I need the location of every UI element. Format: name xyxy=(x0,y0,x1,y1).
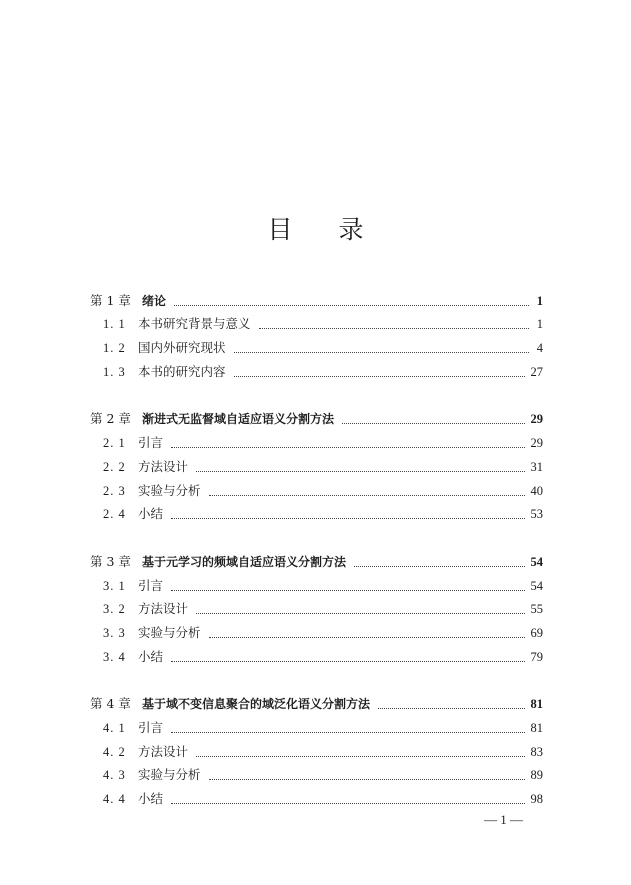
section-label: 本书研究背景与意义 xyxy=(138,316,251,332)
toc-chapter-3[interactable] xyxy=(90,547,543,571)
dot-leader xyxy=(171,661,524,662)
page-number: 54 xyxy=(530,554,543,569)
dot-leader xyxy=(171,518,524,519)
dot-leader xyxy=(234,376,525,377)
title-char-1: 目 xyxy=(267,215,293,244)
toc-section-1-3[interactable] xyxy=(90,357,543,381)
section-number: 1. 3 xyxy=(103,364,126,379)
toc-section-4-3[interactable] xyxy=(90,761,543,785)
table-of-contents xyxy=(90,286,543,808)
page-title xyxy=(0,214,631,246)
toc-section-3-4[interactable] xyxy=(90,642,543,666)
section-number: 2. 3 xyxy=(103,483,126,498)
chapter-number: 第 1 章 xyxy=(90,292,131,308)
section-number: 2. 2 xyxy=(103,459,126,474)
toc-section-2-1[interactable] xyxy=(90,428,543,452)
section-number: 3. 1 xyxy=(103,578,126,593)
toc-section-2-2[interactable] xyxy=(90,452,543,476)
dot-leader xyxy=(196,471,524,472)
section-label: 小结 xyxy=(138,648,164,664)
dot-leader xyxy=(171,732,524,733)
title-char-2: 录 xyxy=(338,215,364,244)
section-label: 引言 xyxy=(138,577,164,593)
dot-leader xyxy=(259,328,529,329)
page-number: 29 xyxy=(530,436,543,451)
section-label: 小结 xyxy=(138,506,164,522)
section-number: 4. 1 xyxy=(103,721,126,735)
section-number: 2. 4 xyxy=(103,507,126,522)
chapter-number: 第 4 章 xyxy=(90,696,131,712)
section-label: 实验与分析 xyxy=(138,624,201,640)
section-number: 2. 1 xyxy=(103,436,126,451)
section-label: 引言 xyxy=(138,435,164,451)
chapter-number: 第 2 章 xyxy=(90,411,131,427)
section-number: 3. 2 xyxy=(103,602,126,617)
dot-leader xyxy=(196,613,524,614)
toc-chapter-2[interactable] xyxy=(90,405,543,429)
dot-leader xyxy=(342,423,524,424)
section-label: 实验与分析 xyxy=(138,482,201,498)
toc-section-3-1[interactable] xyxy=(90,571,543,595)
section-label: 引言 xyxy=(138,720,164,735)
page-number: 79 xyxy=(530,649,543,664)
page-number: 55 xyxy=(530,602,543,617)
dot-leader xyxy=(209,779,525,780)
page-number: 69 xyxy=(530,625,543,640)
dot-leader xyxy=(196,756,524,757)
dot-leader xyxy=(171,590,524,591)
page-number: 27 xyxy=(530,364,543,379)
page-number: 53 xyxy=(530,507,543,522)
page-number: 81 xyxy=(530,697,543,712)
section-number: 3. 3 xyxy=(103,625,126,640)
dot-leader xyxy=(378,708,524,709)
section-label: 方法设计 xyxy=(138,458,189,474)
section-number: 4. 2 xyxy=(103,744,126,759)
page-number: 29 xyxy=(530,412,543,427)
toc-section-2-3[interactable] xyxy=(90,476,543,500)
dot-leader xyxy=(174,305,529,306)
toc-section-4-4[interactable] xyxy=(90,784,543,808)
dot-leader xyxy=(234,352,529,353)
page-number: 4 xyxy=(536,341,543,356)
section-label: 方法设计 xyxy=(138,743,189,759)
toc-chapter-1[interactable] xyxy=(90,286,543,310)
toc-section-3-3[interactable] xyxy=(90,618,543,642)
chapter-label: 绪论 xyxy=(142,293,167,308)
toc-section-1-2[interactable] xyxy=(90,333,543,357)
page-number: 81 xyxy=(530,721,543,735)
section-label: 实验与分析 xyxy=(138,767,201,783)
section-label: 本书的研究内容 xyxy=(138,363,226,379)
chapter-number: 第 3 章 xyxy=(90,553,131,569)
page-number: 83 xyxy=(530,744,543,759)
section-number: 4. 4 xyxy=(103,792,126,807)
page-number: 54 xyxy=(530,578,543,593)
page-number: 1 xyxy=(536,317,543,332)
dot-leader xyxy=(209,495,525,496)
page-number: 89 xyxy=(530,768,543,783)
page-number: 40 xyxy=(530,483,543,498)
toc-chapter-4[interactable] xyxy=(90,690,543,714)
section-number: 1. 2 xyxy=(103,341,126,356)
dot-leader xyxy=(171,447,524,448)
toc-section-2-4[interactable] xyxy=(90,500,543,524)
chapter-label: 基于域不变信息聚合的域泛化语义分割方法 xyxy=(142,697,371,712)
section-label: 方法设计 xyxy=(138,601,189,617)
chapter-label: 基于元学习的频域自适应语义分割方法 xyxy=(142,554,347,569)
page-number: 31 xyxy=(530,459,543,474)
toc-section-3-2[interactable] xyxy=(90,595,543,619)
page-number: 98 xyxy=(530,792,543,807)
dot-leader xyxy=(171,803,524,804)
chapter-label: 渐进式无监督域自适应语义分割方法 xyxy=(142,412,335,427)
section-label: 国内外研究现状 xyxy=(138,340,226,356)
dot-leader xyxy=(354,566,524,567)
section-number: 1. 1 xyxy=(103,317,126,332)
section-label: 小结 xyxy=(138,791,164,807)
page-number: 1 xyxy=(536,293,543,308)
toc-section-4-1[interactable] xyxy=(90,713,543,737)
section-number: 3. 4 xyxy=(103,649,126,664)
footer-page-number: — 1 — xyxy=(484,812,523,827)
section-number: 4. 3 xyxy=(103,768,126,783)
toc-section-4-2[interactable] xyxy=(90,737,543,761)
dot-leader xyxy=(209,637,525,638)
toc-section-1-1[interactable] xyxy=(90,310,543,334)
